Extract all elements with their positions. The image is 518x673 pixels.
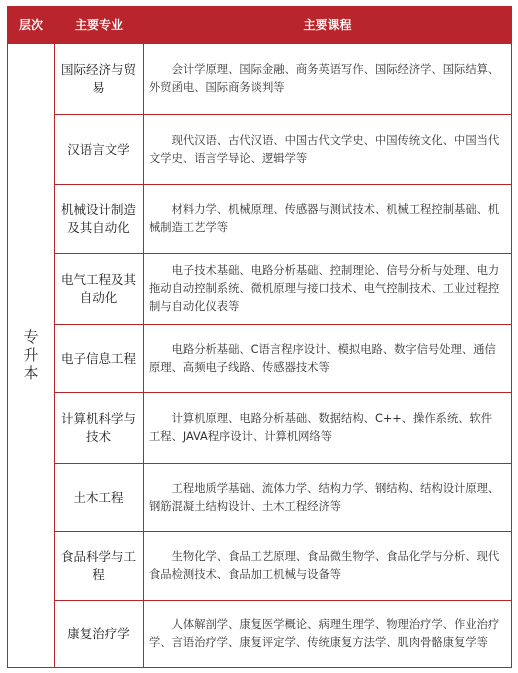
major-name: 计算机科学与技术 [60, 411, 136, 444]
table-row [54, 464, 511, 532]
major-name: 国际经济与贸易 [60, 62, 136, 95]
table-row [54, 325, 511, 393]
major-name: 土木工程 [73, 489, 124, 505]
major-name: 食品科学与工程 [60, 549, 136, 582]
level-label: 专升本 [21, 328, 40, 383]
major-name: 康复治疗学 [67, 626, 130, 641]
level-cell [8, 44, 54, 667]
course-list: 计算机原理、电路分析基础、数据结构、C++、操作系统、软件工程、JAVA程序设计、计算机网络等 [149, 412, 493, 443]
course-list: 人体解剖学、康复医学概论、病理生理学、物理治疗学、作业治疗学、言语治疗学、康复评定学、传统康复方法学、肌肉骨骼康复学等 [149, 618, 500, 649]
curriculum-table [7, 6, 512, 668]
header-level: 层次 [18, 18, 43, 32]
course-list: 电子技术基础、电路分析基础、控制理论、信号分析与处理、电力拖动自动控制系统、微机原理与接口技术、电气控制技术、工业过程控制与自动化仪表等 [149, 264, 500, 313]
major-name: 电子信息工程 [60, 350, 136, 366]
table-row [54, 115, 511, 185]
course-list: 现代汉语、古代汉语、中国古代文学史、中国传统文化、中国当代文学史、语言学导论、逻辑学等 [149, 133, 500, 165]
table-header [8, 7, 511, 44]
header-major: 主要专业 [74, 18, 123, 32]
course-list: 电路分析基础、C语言程序设计、模拟电路、数字信号处理、通信原理、高频电子线路、传感器技术等 [149, 342, 496, 374]
course-list: 会计学原理、国际金融、商务英语写作、国际经济学、国际结算、外贸函电、国际商务谈判等 [149, 63, 500, 94]
course-list: 材料力学、机械原理、传感器与测试技术、机械工程控制基础、机械制造工艺学等 [149, 203, 500, 234]
course-list: 工程地质学基础、流体力学、结构力学、钢结构、结构设计原理、钢筋混凝土结构设计、土木工程经济等 [149, 481, 500, 513]
major-name: 机械设计制造及其自动化 [60, 202, 136, 235]
table-row [54, 254, 511, 325]
course-list: 生物化学、食品工艺原理、食品微生物学、食品化学与分析、现代食品检测技术、食品加工机械与设备等 [149, 550, 500, 581]
table-row [54, 601, 511, 667]
table-row [54, 185, 511, 254]
major-name: 汉语言文学 [67, 141, 130, 157]
major-name: 电气工程及其自动化 [60, 272, 136, 305]
header-courses: 主要课程 [303, 18, 352, 32]
table-row [54, 532, 511, 601]
table-row [54, 393, 511, 464]
table-row [54, 44, 511, 115]
